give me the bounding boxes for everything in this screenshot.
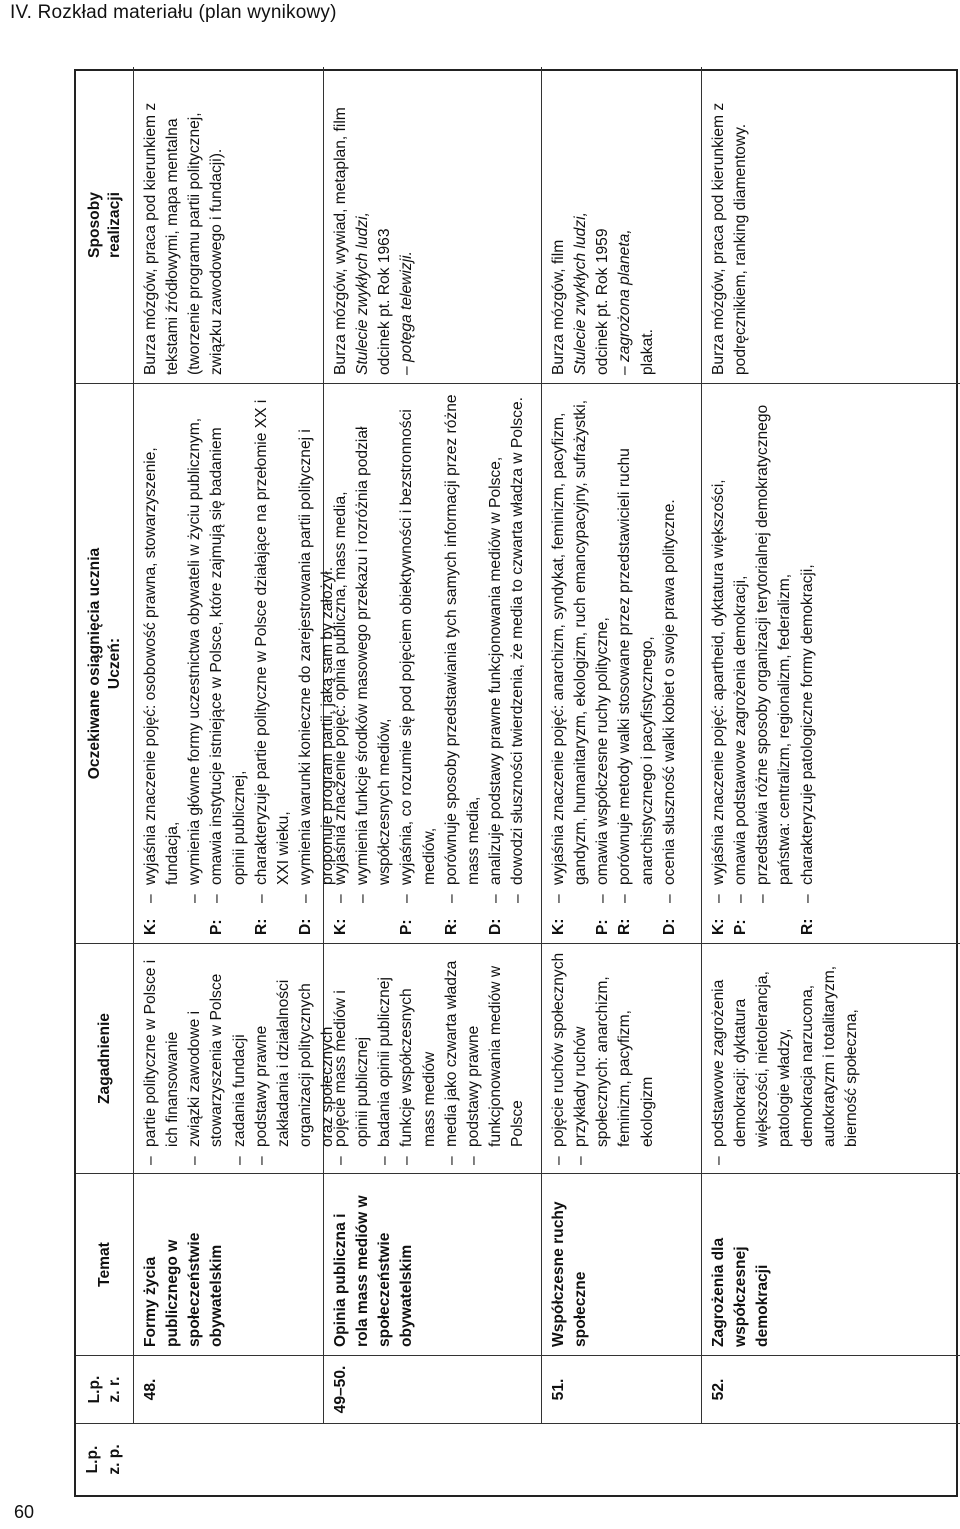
episode-title: – zagrożona planeta,	[616, 229, 634, 375]
method-text: odcinek pt. Rok 1959	[594, 228, 612, 375]
achievement-item: – dowodzi słuszności twierdzenia, że media to czwarta władza w Polsce.	[507, 392, 529, 905]
row-topic: Opinia publiczna i rola mass mediów w społeczeństwie obywatelskim	[324, 1173, 542, 1355]
header-issues: Zagadnienie	[76, 943, 134, 1173]
level-label: P:	[732, 919, 750, 935]
issue-item: – pojęcie mass mediów i opinii publicznej	[330, 952, 374, 1165]
level-label: R:	[616, 918, 634, 935]
row-issues	[702, 943, 960, 1173]
level-label: D:	[486, 918, 504, 935]
issue-item: – media jako czwarta władza	[441, 952, 463, 1165]
achievement-item: – charakteryzuje partie polityczne w Polsce działające na przełomie XX i XXI wieku,	[251, 392, 295, 905]
row-topic: Formy życia publicznego w społeczeństwie obywatelskim	[134, 1173, 324, 1355]
header-lp-left: L.p. z. p.	[76, 1423, 960, 1495]
achievement-item: – porównuje metody walki stosowane przez przedstawicieli ruchu anarchistycznego i pacyfistycznego,	[614, 392, 658, 905]
curriculum-table-frame	[74, 69, 958, 1497]
level-label: R:	[442, 918, 460, 935]
row-issues	[134, 943, 337, 1173]
achievement-item: – wymienia warunki konieczne do zarejestrowania partii politycznej i proponuje program partii, jaką sam by założył.	[295, 392, 339, 905]
method-text: odcinek pt. Rok 1963	[376, 228, 394, 375]
level-label: K:	[142, 918, 159, 935]
issue-item: – podstawy prawne funkcjonowania mediów w Polsce	[463, 952, 529, 1165]
row-achievements	[324, 383, 542, 943]
row-number: 48.	[134, 1355, 324, 1423]
issue-item: – przykłady ruchów społecznych: anarchizm, feminizm, pacyfizm, ekologizm	[570, 952, 659, 1165]
issue-item: – partie polityczne w Polsce i ich finansowanie	[140, 952, 184, 1165]
achievement-item: – omawia instytucje istniejące w Polsce, które zajmują się badaniem opinii publicznej,	[206, 392, 250, 905]
issue-item: – pojęcie ruchów społecznych	[548, 952, 570, 1165]
method-text: Burza mózgów, film	[550, 239, 567, 375]
row-achievements	[134, 383, 337, 943]
method-text: Burza mózgów, praca pod kierunkiem z podręcznikiem, ranking diamentowy.	[710, 102, 750, 375]
row-topic: Zagrożenia dla współczesnej demokracji	[702, 1173, 960, 1355]
row-issues	[542, 943, 702, 1173]
issue-item: – podstawy prawne zakładania i działalności organizacji politycznych oraz społecznych	[251, 952, 340, 1165]
row-methods	[702, 67, 960, 383]
level-label: K:	[710, 918, 727, 935]
achievement-item: – wyjaśnia, co rozumie się pod pojęciem obiektywności i bezstronności mediów,	[396, 392, 440, 905]
achievement-item: – omawia podstawowe zagrożenia demokracji,	[730, 392, 752, 905]
row-number: 49–50.	[324, 1355, 542, 1423]
row-methods	[134, 67, 324, 383]
level-label: P:	[208, 919, 226, 935]
row-number: 52.	[702, 1355, 960, 1423]
achievement-item: – wyjaśnia znaczenie pojęć: apartheid, dyktatura większości,	[708, 392, 730, 905]
issue-item: – związki zawodowe i stowarzyszenia w Polsce	[184, 952, 228, 1165]
achievement-item: – wyjaśnia znaczenie pojęć: opinia publiczna, mass media,	[330, 392, 352, 905]
level-label: D:	[660, 918, 678, 935]
achievement-item: – wyjaśnia znaczenie pojęć: osobowość prawna, stowarzyszenie, fundacja,	[140, 392, 184, 905]
row-achievements	[702, 383, 960, 943]
level-label: D:	[296, 918, 314, 935]
issue-item: – zadania fundacji	[229, 952, 251, 1165]
header-lp-right: L.p. z. r.	[76, 1355, 134, 1423]
achievement-item: – wymienia główne formy uczestnictwa obywateli w życiu publicznym,	[184, 392, 206, 905]
page-number: 60	[14, 1502, 35, 1522]
row-achievements	[542, 383, 702, 943]
film-title: Stulecie zwykłych ludzi,	[572, 212, 590, 375]
achievement-item: – omawia współczesne ruchy polityczne,	[592, 392, 614, 905]
film-title: Stulecie zwykłych ludzi,	[354, 212, 372, 375]
issue-item: – badania opinii publicznej	[374, 952, 396, 1165]
row-methods	[542, 67, 702, 383]
row-methods	[324, 67, 542, 383]
page-header-title: IV. Rozkład materiału (plan wynikowy)	[10, 2, 337, 23]
issue-item: – podstawowe zagrożenia demokracji: dyktatura większości, nietolerancja, patologie władzy, demokracja narzucona, autokratyzm i totalitaryzm, bierność społeczna,	[708, 952, 863, 1165]
achievement-item: – ocenia słuszność walki kobiet o swoje prawa polityczne.	[659, 392, 681, 905]
achievement-item: – analizuje podstawy prawne funkcjonowania mediów w Polsce,	[485, 392, 507, 905]
row-topic: Współczesne ruchy społeczne	[542, 1173, 702, 1355]
achievement-item: – porównuje sposoby przedstawiania tych samych informacji przez różne mass media,	[441, 392, 485, 905]
level-label: P:	[594, 919, 612, 935]
issue-item: – funkcje współczesnych mass mediów	[396, 952, 440, 1165]
level-label: K:	[332, 918, 349, 935]
achievement-item: – przedstawia różne sposoby organizacji terytorialnej demokratycznego państwa: centralizm, regionalizm, federalizm,	[752, 392, 796, 905]
header-methods: Sposoby realizacji	[76, 67, 134, 383]
method-text: Burza mózgów, praca pod kierunkiem z tekstami źródłowymi, mapa mentalna (tworzenie programu partii politycznej, związku zawodowego i fundacji).	[142, 102, 226, 375]
row-number: 51.	[542, 1355, 702, 1423]
level-label: K:	[550, 918, 567, 935]
achievement-item: – wyjaśnia znaczenie pojęć: anarchizm, syndykat, feminizm, pacyfizm, gandyzm, humanitaryzm, ekologizm, ruch emancypacyjny, sufrażystki,	[548, 392, 592, 905]
header-achievements: Oczekiwane osiągnięcia ucznia Uczeń:	[76, 383, 134, 943]
header-topic: Temat	[76, 1173, 134, 1355]
method-text: Burza mózgów, wywiad, metaplan, film	[332, 107, 349, 375]
achievement-item: – charakteryzuje patologiczne formy demokracji,	[797, 392, 819, 905]
curriculum-table	[74, 69, 958, 1497]
achievement-item: – wymienia funkcje środków masowego przekazu i rozróżnia podział współczesnych mediów,	[352, 392, 396, 905]
method-text: plakat.	[638, 329, 656, 375]
level-label: R:	[252, 918, 270, 935]
episode-title: – potęga telewizji.	[398, 251, 416, 375]
level-label: R:	[798, 918, 816, 935]
row-issues	[324, 943, 542, 1173]
level-label: P:	[398, 919, 416, 935]
